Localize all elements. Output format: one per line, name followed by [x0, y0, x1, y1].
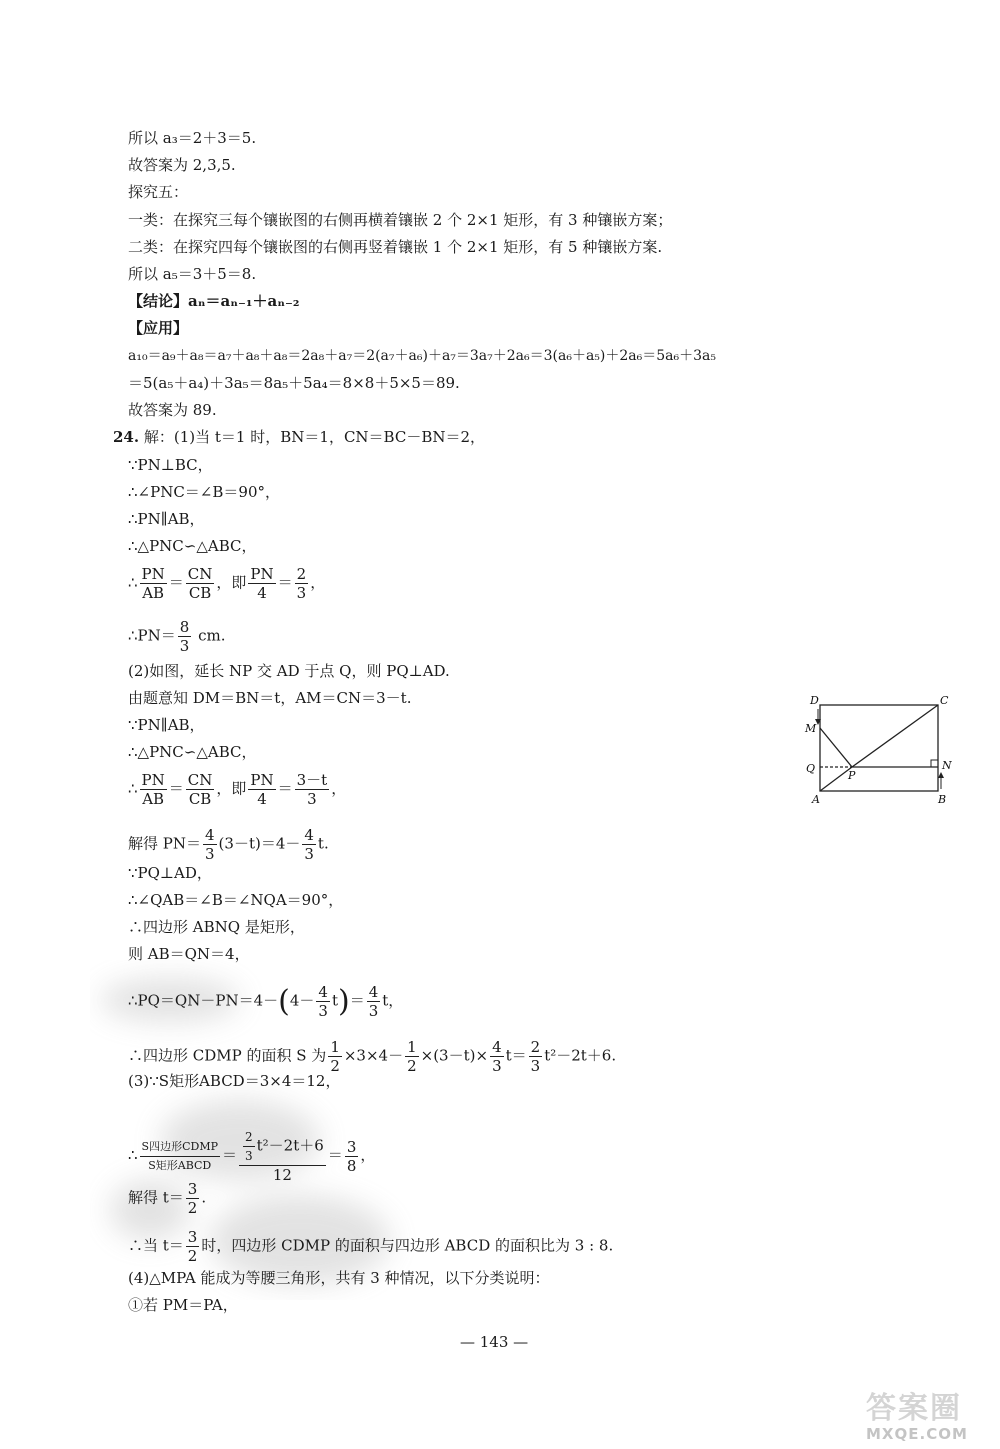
- formula-line: ＝5(a₅＋a₄)＋3a₅＝8a₅＋5a₄＝8×8＋5×5＝89.: [128, 374, 460, 392]
- watermark: [866, 1392, 988, 1442]
- question-number: 24.: [113, 428, 140, 446]
- text: t，: [382, 991, 404, 1010]
- numerator: CN: [187, 565, 213, 583]
- numerator: 2: [530, 1038, 541, 1056]
- denominator: 3: [245, 1149, 253, 1163]
- denominator: 3: [307, 790, 317, 808]
- denominator: 3: [318, 1002, 328, 1020]
- text-line: 则 AB＝QN＝4，: [128, 945, 250, 963]
- fraction: [529, 1038, 543, 1075]
- fraction: [140, 1138, 220, 1175]
- fraction-line: [128, 565, 325, 602]
- text: ，即: [216, 573, 247, 592]
- denominator: 12: [272, 1166, 292, 1184]
- fraction: [178, 618, 192, 655]
- text-line: ∴∠QAB＝∠B＝∠NQA＝90°，: [128, 891, 344, 909]
- text: ∴PQ＝QN－PN＝4－: [128, 991, 279, 1010]
- text-line: 由题意知 DM＝BN＝t，AM＝CN＝3－t.: [128, 689, 412, 707]
- text: 解得 PN＝: [128, 834, 201, 853]
- text-line: ∵PQ⊥AD，: [128, 864, 212, 882]
- label-p: P: [848, 769, 856, 782]
- page-number: — 143 —: [460, 1333, 529, 1351]
- text: ×3×4－: [343, 1046, 404, 1065]
- text: ，: [310, 573, 326, 592]
- right-angle-mark: [931, 760, 938, 767]
- label-b: B: [938, 793, 947, 806]
- text: 时，四边形 CDMP 的面积与四边形 ABCD 的面积比为 3 : 8.: [201, 1236, 614, 1255]
- application-heading: 【应用】: [128, 319, 189, 337]
- text: (3－t)＝4－: [218, 834, 301, 853]
- text: ＝: [277, 779, 293, 798]
- text: t.: [317, 834, 329, 853]
- numerator: 4: [368, 983, 379, 1001]
- fraction: [302, 826, 316, 863]
- fraction: [186, 565, 215, 602]
- numerator: 3: [187, 1180, 198, 1198]
- fraction-line: [128, 983, 403, 1020]
- fraction: [345, 1138, 359, 1175]
- text-line: ①若 PM＝PA，: [128, 1296, 238, 1314]
- denominator: 3: [179, 637, 190, 655]
- fraction-line: [128, 618, 225, 655]
- text: ×(3－t)×: [420, 1046, 489, 1065]
- denominator: S矩形ABCD: [148, 1158, 212, 1172]
- fraction: [248, 771, 275, 808]
- fraction: [140, 565, 167, 602]
- arrow-up-icon: [938, 772, 944, 778]
- denominator: 8: [346, 1156, 357, 1175]
- text: t²－2t＋6: [256, 1136, 324, 1155]
- text: ，: [331, 779, 347, 798]
- text-line: ∵PN⊥BC，: [128, 456, 213, 474]
- text: ＝: [349, 991, 365, 1010]
- text: ∴: [128, 779, 138, 798]
- numerator: PN: [141, 771, 165, 789]
- text-line: ∴△PNC∽△ABC，: [128, 743, 257, 761]
- right-paren: ): [337, 983, 350, 1019]
- text: t: [331, 991, 338, 1010]
- fraction-line: [128, 1038, 616, 1075]
- denominator: 4: [257, 584, 267, 602]
- text-line: ∵PN∥AB，: [128, 716, 205, 734]
- fraction: [316, 983, 330, 1020]
- text: ＝: [168, 573, 184, 592]
- text-line: 故答案为 89.: [128, 401, 217, 419]
- denominator: 3: [492, 1057, 502, 1075]
- fraction: [140, 771, 167, 808]
- numerator: PN: [250, 771, 274, 789]
- numerator: 4: [318, 983, 328, 1001]
- text: ∴当 t＝: [128, 1236, 184, 1255]
- denominator: 2: [187, 1199, 198, 1217]
- text-line: 探究五：: [128, 183, 189, 201]
- numerator: CN: [187, 771, 213, 789]
- text: 4－: [289, 991, 315, 1010]
- text-line: 一类：在探究三每个镶嵌图的右侧再横着镶嵌 2 个 2×1 矩形，有 3 种镶嵌方案；: [128, 211, 673, 229]
- text: .: [201, 1188, 207, 1207]
- fraction: [295, 565, 309, 602]
- formula-line: a₁₀＝a₉＋a₈＝a₇＋a₈＋a₈＝2a₈＋a₇＝2(a₇＋a₆)＋a₇＝3a₇＋2a₆＝3(a₆＋a₅)＋2a₆＝5a₆＋3a₅: [128, 348, 716, 364]
- denominator: 3: [205, 845, 215, 863]
- numerator: PN: [141, 565, 165, 583]
- text-line: (3)∵S矩形ABCD＝3×4＝12，: [128, 1072, 341, 1090]
- text-line: 所以 a₅＝3＋5＝8.: [128, 265, 257, 283]
- text: ＝: [327, 1146, 343, 1164]
- text: ，: [360, 1146, 376, 1164]
- fraction: [186, 771, 215, 808]
- watermark-url: MXQE.COM: [866, 1425, 968, 1443]
- text-line: 二类：在探究四每个镶嵌图的右侧再竖着镶嵌 1 个 2×1 矩形，有 5 种镶嵌方案.: [128, 238, 663, 256]
- solution-text: 解：(1)当 t＝1 时，BN＝1，CN＝BC－BN＝2，: [143, 428, 486, 446]
- label-d: D: [810, 694, 819, 707]
- text: t＝: [505, 1046, 527, 1065]
- fraction: [405, 1038, 419, 1075]
- denominator: 3: [368, 1002, 379, 1020]
- label-a: A: [812, 793, 820, 806]
- text: ，即: [216, 779, 247, 798]
- label-m: M: [805, 722, 817, 735]
- left-paren: (: [278, 983, 290, 1019]
- text: ∴: [128, 573, 138, 592]
- numerator: [239, 1128, 326, 1166]
- text: ＝: [221, 1146, 237, 1164]
- numerator: 4: [205, 826, 215, 844]
- numerator: 3: [187, 1228, 198, 1246]
- text-line: ∴四边形 ABNQ 是矩形，: [128, 918, 305, 936]
- numerator: 8: [179, 618, 190, 636]
- text-line: (4)△MPA 能成为等腰三角形，共有 3 种情况，以下分类说明：: [128, 1269, 550, 1287]
- fraction: [367, 983, 381, 1020]
- fraction-line: [128, 771, 346, 808]
- numerator: S四边形CDMP: [140, 1138, 220, 1157]
- fraction: [490, 1038, 504, 1075]
- numerator: 2: [296, 565, 307, 583]
- text: t²－2t＋6.: [544, 1046, 617, 1065]
- numerator: 2: [243, 1128, 255, 1147]
- watermark-logo: 答案圈: [866, 1391, 962, 1426]
- denominator: 3: [296, 584, 307, 602]
- fraction-line: [128, 1128, 375, 1184]
- fraction: [295, 771, 330, 808]
- text-line: ∴△PNC∽△ABC，: [128, 537, 257, 555]
- fraction-line: [128, 1180, 206, 1217]
- fraction: [248, 565, 275, 602]
- numerator: 4: [492, 1038, 502, 1056]
- conclusion-line: 【结论】aₙ＝aₙ₋₁＋aₙ₋₂: [128, 292, 300, 310]
- text-line: ∴PN∥AB，: [128, 510, 205, 528]
- segment-mp: [820, 728, 852, 767]
- inner-fraction: [243, 1128, 255, 1165]
- fraction: [186, 1180, 200, 1217]
- numerator: 3－t: [296, 771, 328, 789]
- denominator: AB: [142, 790, 165, 808]
- fraction: [328, 1038, 342, 1075]
- denominator: 2: [407, 1057, 417, 1075]
- text-line: (2)如图，延长 NP 交 AD 于点 Q，则 PQ⊥AD.: [128, 662, 450, 680]
- fraction: [239, 1128, 326, 1184]
- text: ∴PN＝: [128, 626, 176, 645]
- text: ∴四边形 CDMP 的面积 S 为: [128, 1046, 327, 1065]
- denominator: 3: [304, 845, 314, 863]
- denominator: CB: [188, 584, 212, 602]
- denominator: 2: [330, 1057, 340, 1075]
- numerator: 4: [304, 826, 314, 844]
- text: ∴: [128, 1146, 138, 1164]
- fraction: [203, 826, 217, 863]
- fraction: [186, 1228, 200, 1265]
- text-line: 所以 a₃＝2＋3＝5.: [128, 129, 257, 147]
- denominator: 2: [187, 1247, 198, 1265]
- label-q: Q: [806, 762, 816, 775]
- denominator: 4: [257, 790, 267, 808]
- numerator: PN: [250, 565, 274, 583]
- text: cm.: [193, 626, 226, 645]
- text: 解得 t＝: [128, 1188, 184, 1207]
- denominator: 3: [530, 1057, 541, 1075]
- numerator: 3: [346, 1137, 357, 1156]
- text-line: 故答案为 2,3,5.: [128, 156, 236, 174]
- denominator: AB: [142, 584, 165, 602]
- label-n: N: [942, 759, 952, 772]
- text-line: ∴∠PNC＝∠B＝90°，: [128, 483, 280, 501]
- fraction-line: [128, 826, 329, 863]
- denominator: CB: [188, 790, 212, 808]
- segment-cp: [852, 705, 938, 767]
- question-24-line: [113, 427, 485, 447]
- text: ＝: [168, 779, 184, 798]
- label-c: C: [940, 694, 949, 707]
- numerator: 1: [330, 1038, 340, 1056]
- numerator: 1: [407, 1038, 417, 1056]
- text: ＝: [277, 573, 293, 592]
- geometry-figure: [800, 690, 960, 810]
- fraction-line: [128, 1228, 613, 1265]
